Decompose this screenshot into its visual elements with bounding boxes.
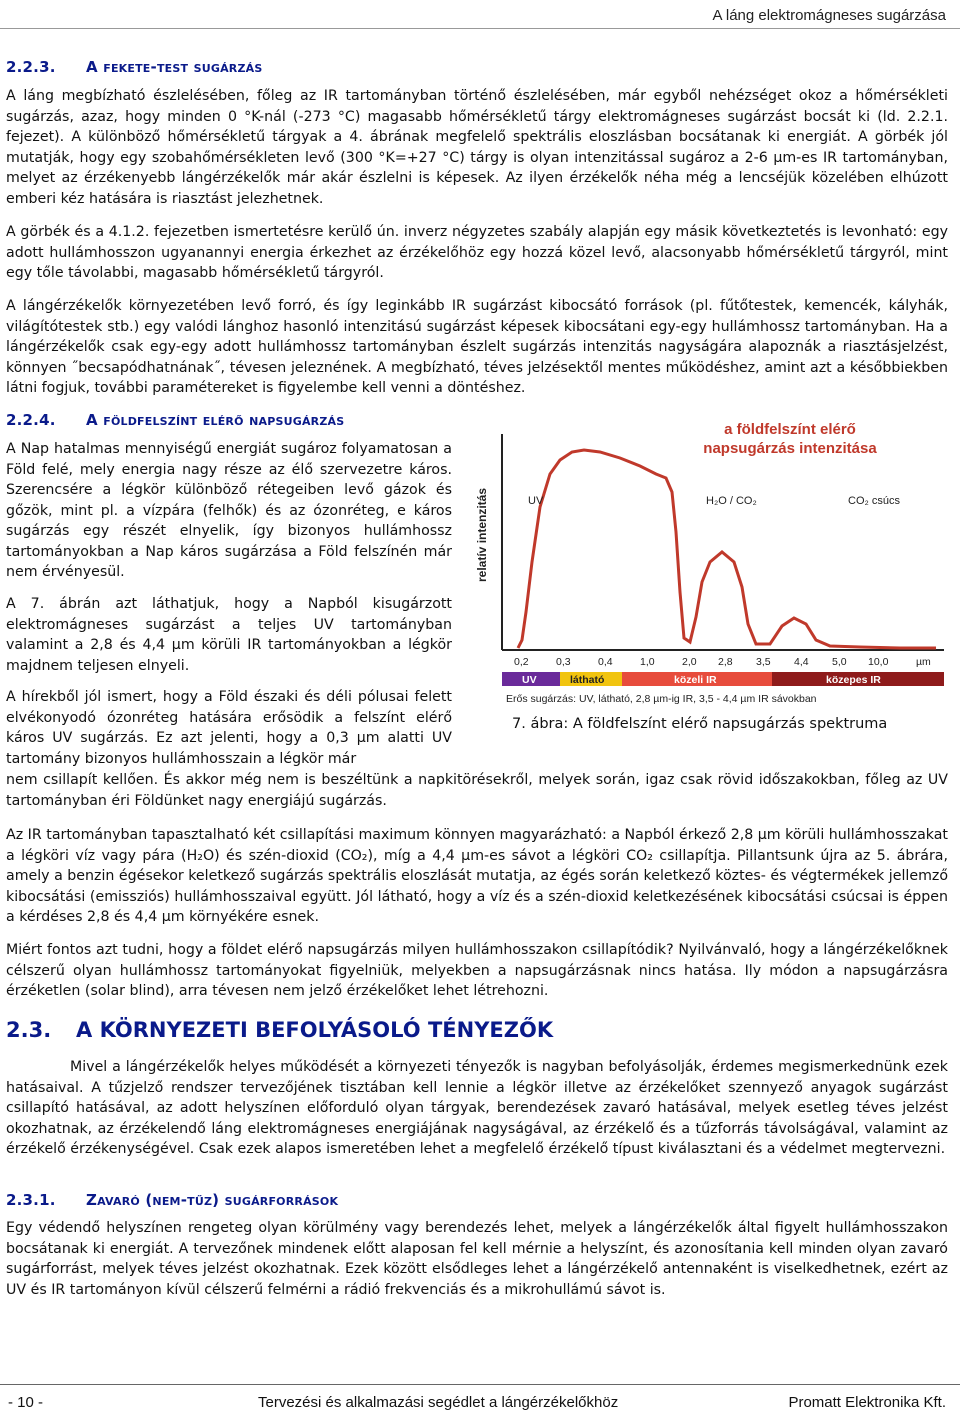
figure-title-line1: a földfelszínt elérő xyxy=(724,421,856,438)
paragraph-ir-attenuation: Az IR tartományban tapasztalható két csillapítási maximum könnyen magyarázható: a Napból érkező 2,8 µm körüli hullámhosszakat a légköri víz vagy pára (H₂O) és szén-dioxid (CO₂), míg a 4,4 µm-es sávot a légköri CO₂ csillapítja. Pillantsunk újra az 5. ábrára, amely a benzin égésekor keletkező sugárzás spektrális eloszlását mutatja, az égés során keletkező köztes- és végtermékek jellemző kibocsátási (emissziós) hullámhosszaival együtt. Jól látható, hogy a víz és a szén-dioxid keletkezésének kibocsátási csúcsai is éppen a kérdéses 2,8 és 4,4 µm környékére esnek. xyxy=(6,827,949,925)
x-tick: 0,3 xyxy=(556,656,571,668)
band-label: közeli IR xyxy=(674,674,717,686)
band-label: közepes IR xyxy=(826,674,881,686)
paragraph-fig7-intro: A 7. ábrán azt láthatjuk, hogy a Napból kisugárzott elektromágneses sugárzást a teljes UV tartományban valamint a 2,8 és 4,4 µm körüli IR tartományokban a légkör majdnem teljesen elnyeli. xyxy=(6,596,452,674)
figure-title xyxy=(680,420,900,458)
paragraph-interference: Egy védendő helyszínen rengeteg olyan körülmény vagy berendezés lehet, melyek a lángérzékelők által figyelt hullámhosszakon bocsátanak ki energiát. A tervezőnek mindenek előtt alaposan fel kell mérnie a helyszínt, és azonosítania kell minden olyan zavaró sugárforrást, melyek téves jelzést okozhatnak. Ezek között elsődleges lehet a lángérzékelő antennaként is viselkedhetnek, ezért az UV és IR tartományon kívül célszerű felmérni a rádió frekvenciás és a mikrohullámú sávot is. xyxy=(6,1220,948,1298)
paragraph-blackbody: A láng megbízható észlelésében, főleg az IR tartományban történő észlelésében, már egyből nehézséget okoz a hőmérsékleti sugárzás, azaz, hogy minden 0 °K-nál (-273 °C) magasabb hőmérsékletű tárgy elektromágneses sugárzást bocsát ki (ld. 2.2.1. fejezet). A különböző hőmérsékletű tárgyak a 4. ábrának megfelelő spektrális eloszlásban bocsátanak ki energiát. A görbék jól mutatják, hogy egy szobahőmérsékleten levő (300 °K=+27 °C) tárgy is olyan intenzitással sugároz a 2-6 µm-es IR tartományban, melyet az érzékenyebb lángérzékelők már akár észlelni is képesek. Az ilyen érzékelők néha még a lencséjük közelében elhúzott emberi kéz hatására is riasztást jelezhetnek. xyxy=(6,88,948,207)
x-tick: 5,0 xyxy=(832,656,847,668)
section-number: 2.2.4. xyxy=(6,411,56,429)
x-tick: 0,2 xyxy=(514,656,529,668)
band-label: látható xyxy=(570,674,605,686)
x-tick: 2,0 xyxy=(682,656,697,668)
section-title: A földfelszínt elérő napsugárzás xyxy=(86,411,345,429)
x-tick: 10,0 xyxy=(868,656,889,668)
co2-peak-label: CO₂ csúcs xyxy=(848,495,900,507)
footer-rule xyxy=(0,1384,960,1385)
section-heading-2-3-1 xyxy=(6,1190,948,1211)
x-tick: 1,0 xyxy=(640,656,655,668)
band-label: UV xyxy=(522,674,537,686)
x-tick: 0,4 xyxy=(598,656,613,668)
section-number: 2.2.3. xyxy=(6,58,56,76)
figure-caption: 7. ábra: A földfelszínt elérő napsugárzás spektruma xyxy=(512,716,888,732)
paragraph-solar-blind: Miért fontos azt tudni, hogy a földet elérő napsugárzás milyen hullámhosszakon csillapítódik? Nyilvánvaló, hogy a lángérzékelőknek célszerű olyan hullámhossz tartományokat figyelniük, melyekben a napsugárzásnak nincs hatása. Ily módon a napsugárzásra érzéketlen (solar blind), arra tévesen nem jelző érzékelőket lehet létrehozni. xyxy=(6,942,948,999)
paragraph-environment: Mivel a lángérzékelők helyes működését a környezeti tényezők is nagyban befolyásolják, érdemes megismerkednünk ezek hatásaival. A tűzjelző rendszer tervezőjének tisztában kell lennie a légkör illetve az érzékelőket szennyező anyagok sugárzást csillapító hatásával, az adott helyszínen előforduló olyan tárgyak, berendezések zavaró hatásával, melyek esetleg téves jelzést okozhatnak, az érzékelendő láng elektromágneses energiájának nagyságával, az érzékelő és a tűzforrás távolságával, valamint az érzékelő érzékenységével. Csak ezek alapos ismeretében lehet a megfelelő érzékelő típust kiválasztani és a védelmet megtervezni. xyxy=(6,1059,948,1157)
h2o-co2-label: H₂O / CO₂ xyxy=(706,495,757,507)
section-number: 2.3.1. xyxy=(6,1191,56,1209)
section-title: Zavaró (nem-tűz) sugárforrások xyxy=(86,1191,339,1209)
section-heading-2-2-3 xyxy=(6,57,948,78)
section-title: A fekete-test sugárzás xyxy=(86,58,263,76)
running-header: A láng elektromágneses sugárzása xyxy=(712,7,946,24)
x-tick: 3,5 xyxy=(756,656,771,668)
paragraph-inverse-square: A görbék és a 4.1.2. fejezetben ismertetésre kerülő ún. inverz négyzetes szabály alapján egy másik következtetés is levonható: egy adott hullámhosszon ugyanannyi energia érkezhet az érzékelőhöz egy hozzá közel levő, alacsonyabb hőmérsékletű tárgyról, mint egy tőle távolabbi, magasabb hőmérsékletű tárgyról. xyxy=(6,224,948,281)
figure-solar-spectrum xyxy=(460,412,950,748)
y-axis-label: relatív intenzitás xyxy=(475,487,489,582)
x-tick: 4,4 xyxy=(794,656,809,668)
section-heading-2-3 xyxy=(6,1020,948,1041)
band-labels xyxy=(522,674,881,686)
footer-company: Promatt Elektronika Kft. xyxy=(788,1394,946,1411)
section-number: 2.3. xyxy=(6,1018,52,1042)
paragraph-ozone: A hírekből jól ismert, hogy a Föld északi és déli pólusai felett elvékonyodó ózonréteg hatására erősödik a felszínt elérő káros UV sugárzás. Ez azt jelenti, hogy a 0,3 µm alatti UV tartomány bizonyos hullámhosszain a légkör már xyxy=(6,689,452,767)
strong-radiation-note: Erős sugárzás: UV, látható, 2,8 µm-ig IR, 3,5 - 4,4 µm IR sávokban xyxy=(506,693,817,705)
x-unit: µm xyxy=(916,656,931,668)
header-rule xyxy=(0,28,960,29)
figure-title-line2: napsugárzás intenzitása xyxy=(703,440,877,457)
page-number: - 10 - xyxy=(8,1394,44,1411)
paragraph-ozone-cont: nem csillapít kellően. És akkor még nem is beszéltünk a napkitörésekről, melyek során, igaz csak rövid időszakokban, főleg az UV tartományban éri Földünket nagy energiájú sugárzás. xyxy=(6,772,948,809)
uv-region-label: UV xyxy=(528,495,544,507)
footer-title: Tervezési és alkalmazási segédlet a lángérzékelőkhöz xyxy=(258,1394,619,1411)
paragraph-sun-energy: A Nap hatalmas mennyiségű energiát sugároz folyamatosan a Föld felé, mely energia nagy része az élő szervezetre káros. Szerencsére a légkör különböző rétegeiben levő gázok és gőzök, mint pl. a vízpára (felhők) és az ózonréteg, e káros sugárzás egy részét elnyelik, így bizonyos hullámhossz tartományokban a Nap káros sugárzása a Föld felszínén már nem érvényesül. xyxy=(6,441,452,580)
x-tick: 2,8 xyxy=(718,656,733,668)
paragraph-hot-sources: A lángérzékelők környezetében levő forró, és így leginkább IR sugárzást kibocsátó források (pl. fűtőtestek, kemencék, kályhák, világítótestek stb.) egy valódi lánghoz hasonló intenzitású sugárzást képesek kibocsátani egy-egy hullámhossz tartományban. Ha a lángérzékelők csak egy-egy adott hullámhossz tartományban észlelt sugárzás intenzitás nagyságára alapoznák a riasztásjelzést, könnyen ˝becsapódhatnának˝, tévesen jeleznének. A megbízható, téves jelzésektől mentes működéshez, amint azt a későbbiekben látni fogjuk, további paramétereket is figyelembe kell venni a döntéshez. xyxy=(6,298,948,396)
section-title: A KÖRNYEZETI BEFOLYÁSOLÓ TÉNYEZŐK xyxy=(76,1018,554,1042)
